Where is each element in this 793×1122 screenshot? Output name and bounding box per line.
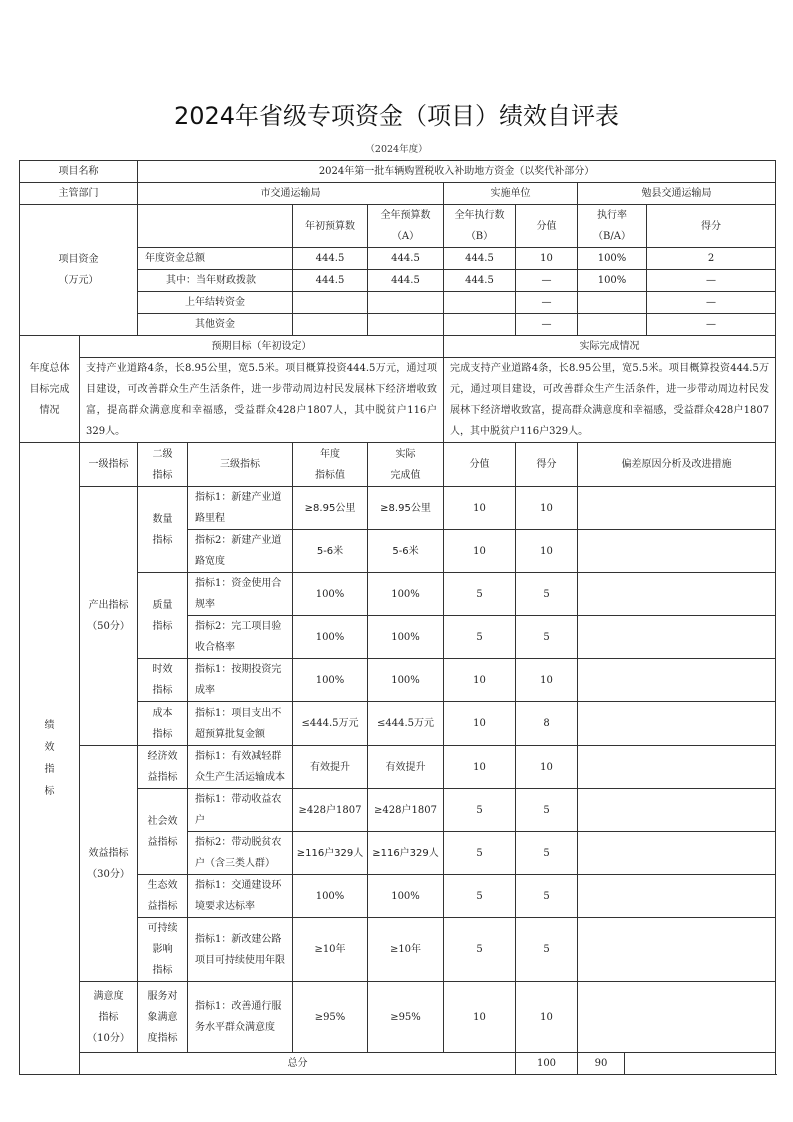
group-output-l2: （50分） [87, 621, 130, 632]
subgroup-l1: 服务对 [147, 990, 178, 1002]
funds-label-line2: （万元） [58, 275, 99, 286]
funds-row-score: 2 [647, 248, 776, 270]
performance-side-label [20, 443, 80, 1075]
subgroup-l1: 生态效 [147, 880, 178, 891]
funds-row-initial: 444.5 [293, 270, 368, 292]
indicator-score-value: 5 [444, 573, 516, 616]
indicator-name: 指标1：新建产业道路里程 [188, 487, 293, 530]
indicator-actual: ≥116户329人 [368, 832, 444, 875]
funds-row-exec: 444.5 [444, 248, 516, 270]
indicator-actual: 100% [368, 616, 444, 659]
goals-label-l2: 目标完成 [29, 383, 70, 395]
impl-value: 勉县交通运输局 [578, 183, 776, 205]
side-char: 指 [44, 763, 55, 775]
funds-row-annual [368, 314, 444, 336]
indicator-score-value: 10 [444, 982, 516, 1053]
group-output-l1: 产出指标 [88, 600, 129, 611]
indicator-actual: ≥95% [368, 982, 444, 1053]
indicator-analysis [578, 982, 776, 1053]
total-score-value: 100 [516, 1053, 578, 1075]
indicator-score: 5 [516, 918, 578, 982]
indicator-actual: ≥428户1807 [368, 789, 444, 832]
page-title: 2024年省级专项资金（项目）绩效自评表 [173, 102, 620, 130]
header-actual-l1: 实际 [395, 448, 416, 460]
indicator-analysis [578, 616, 776, 659]
indicator-actual: ≥10年 [368, 918, 444, 982]
goals-expected-header: 预期目标（年初设定） [80, 336, 444, 358]
group-satisfaction-l2: 指标 [98, 1011, 119, 1023]
subgroup-l1: 经济效 [147, 751, 178, 762]
funds-row-exec [444, 292, 516, 314]
indicator-score: 10 [516, 746, 578, 789]
total-label: 总分 [80, 1053, 516, 1075]
indicator-score: 5 [516, 789, 578, 832]
subgroup-l2: 指标 [152, 728, 173, 740]
subgroup-quality [138, 573, 188, 659]
group-satisfaction-l1: 满意度 [93, 990, 124, 1002]
evaluation-table [19, 160, 776, 1075]
funds-header-rate-l1: 执行率 [597, 210, 627, 221]
indicator-score: 10 [516, 982, 578, 1053]
funds-label-line1: 项目资金 [58, 254, 99, 265]
indicator-score: 10 [516, 487, 578, 530]
header-target-l1: 年度 [320, 448, 340, 460]
indicator-actual: ≤444.5万元 [368, 702, 444, 746]
indicator-score-value: 5 [444, 832, 516, 875]
subgroup-satisfaction [138, 982, 188, 1053]
indicator-target: 100% [293, 616, 368, 659]
project-name-value: 2024年第一批车辆购置税收入补助地方资金（以奖代补部分） [138, 161, 776, 183]
indicator-score: 5 [516, 616, 578, 659]
funds-row-initial [293, 292, 368, 314]
side-char: 绩 [44, 719, 55, 731]
indicator-analysis [578, 573, 776, 616]
indicator-target: 100% [293, 659, 368, 702]
indicator-name: 指标2：新建产业道路宽度 [188, 530, 293, 573]
funds-header-annual [368, 205, 444, 248]
funds-header-annual-l2: （A） [391, 231, 420, 242]
total-score: 90 [578, 1053, 625, 1075]
indicator-analysis [578, 875, 776, 918]
funds-header-exec-l1: 全年执行数 [454, 210, 505, 221]
indicator-score-value: 10 [444, 530, 516, 573]
header-level2-l1: 二级 [152, 448, 173, 460]
subgroup-ecological [138, 875, 188, 918]
indicator-analysis [578, 746, 776, 789]
subgroup-l1: 质量 [152, 599, 173, 611]
header-level2-l2: 指标 [152, 469, 173, 481]
subgroup-l2: 指标 [152, 620, 173, 632]
subgroup-cost [138, 702, 188, 746]
goals-actual-text: 完成支持产业道路4条，长8.95公里，宽5.5米。项目概算投资444.5万元，通过项目建设，可改善群众生产生活条件，进一步带动周边村民发展林下经济增收致富，提高群众满意度和幸福感，受益群众428户1807人，其中脱贫户116户329人。 [444, 358, 776, 443]
indicator-name: 指标1：资金使用合规率 [188, 573, 293, 616]
funds-row-score-value: 10 [516, 248, 578, 270]
header-target-l2: 指标值 [315, 469, 345, 481]
funds-row-label: 其他资金 [138, 314, 293, 336]
funds-row-score-value: — [516, 292, 578, 314]
indicator-analysis [578, 487, 776, 530]
header-score-value: 分值 [444, 443, 516, 487]
funds-row-label: 其中：当年财政拨款 [138, 270, 293, 292]
subgroup-l2: 指标 [152, 685, 173, 696]
subgroup-l3: 指标 [152, 965, 173, 976]
funds-row-label: 年度资金总额 [138, 248, 293, 270]
funds-row-exec: 444.5 [444, 270, 516, 292]
header-target [293, 443, 368, 487]
indicator-actual: ≥8.95公里 [368, 487, 444, 530]
goals-label-l3: 情况 [39, 404, 60, 416]
subgroup-quantity [138, 487, 188, 573]
subgroup-sustainable [138, 918, 188, 982]
funds-row-annual: 444.5 [368, 270, 444, 292]
funds-header-score: 得分 [647, 205, 776, 248]
indicator-score-value: 5 [444, 616, 516, 659]
indicator-name: 指标1：项目支出不超预算批复金额 [188, 702, 293, 746]
indicator-target: ≤444.5万元 [293, 702, 368, 746]
group-satisfaction [80, 982, 138, 1053]
indicator-analysis [578, 530, 776, 573]
subgroup-l2: 指标 [152, 534, 173, 546]
header-actual-l2: 完成值 [390, 469, 421, 481]
indicator-name: 指标1：有效减轻群众生产生活运输成本 [188, 746, 293, 789]
indicator-name: 指标1：按期投资完成率 [188, 659, 293, 702]
subgroup-l1: 社会效 [147, 815, 178, 827]
funds-row-score-value: — [516, 314, 578, 336]
funds-header-rate-l2: （B/A） [593, 231, 631, 242]
indicator-score-value: 5 [444, 875, 516, 918]
indicator-score: 5 [516, 573, 578, 616]
header-analysis: 偏差原因分析及改进措施 [578, 443, 776, 487]
header-level1: 一级指标 [80, 443, 138, 487]
indicator-score-value: 10 [444, 659, 516, 702]
indicator-actual: 100% [368, 659, 444, 702]
indicator-actual: 有效提升 [368, 746, 444, 789]
indicator-target: ≥8.95公里 [293, 487, 368, 530]
funds-header-initial: 年初预算数 [293, 205, 368, 248]
funds-row-initial: 444.5 [293, 248, 368, 270]
group-benefit-l1: 效益指标 [88, 847, 129, 859]
indicator-analysis [578, 789, 776, 832]
funds-header-annual-l1: 全年预算数 [380, 210, 431, 221]
indicator-analysis [578, 918, 776, 982]
subgroup-l1: 时效 [152, 664, 173, 675]
group-output [80, 487, 138, 746]
subgroup-l1: 数量 [152, 513, 173, 525]
subgroup-l3: 度指标 [147, 1032, 178, 1044]
side-char: 标 [44, 785, 55, 797]
indicator-target: ≥428户1807 [293, 789, 368, 832]
funds-row-rate [578, 314, 647, 336]
indicator-score: 5 [516, 875, 578, 918]
funds-header-score-value: 分值 [516, 205, 578, 248]
funds-row-score: — [647, 292, 776, 314]
indicator-target: ≥116户329人 [293, 832, 368, 875]
goals-label-l1: 年度总体 [29, 362, 70, 374]
side-char: 效 [44, 741, 55, 753]
header-level2 [138, 443, 188, 487]
header-actual [368, 443, 444, 487]
indicator-target: 有效提升 [293, 746, 368, 789]
indicator-name: 指标1：带动收益农户 [188, 789, 293, 832]
subgroup-l2: 影响 [152, 944, 173, 955]
funds-row-annual [368, 292, 444, 314]
page-subtitle: （2024年度） [365, 144, 428, 155]
goals-actual-header: 实际完成情况 [444, 336, 776, 358]
indicator-name: 指标1：改善通行服务水平群众满意度 [188, 982, 293, 1053]
funds-row-score-value: — [516, 270, 578, 292]
subgroup-economic [138, 746, 188, 789]
subgroup-l2: 益指标 [147, 901, 178, 912]
indicator-score-value: 10 [444, 487, 516, 530]
funds-header-exec-l2: （B） [465, 231, 494, 242]
subgroup-l2: 益指标 [147, 836, 178, 848]
indicator-analysis [578, 832, 776, 875]
funds-header-exec [444, 205, 516, 248]
funds-row-label: 上年结转资金 [138, 292, 293, 314]
funds-label [20, 205, 138, 336]
group-benefit [80, 746, 138, 982]
subgroup-l1: 可持续 [147, 923, 178, 934]
indicator-target: ≥95% [293, 982, 368, 1053]
subgroup-timeliness [138, 659, 188, 702]
dept-value: 市交通运输局 [138, 183, 444, 205]
group-satisfaction-l3: （10分） [87, 1032, 130, 1044]
funds-row-score: — [647, 314, 776, 336]
funds-header-blank [138, 205, 293, 248]
indicator-analysis [578, 702, 776, 746]
indicator-score: 10 [516, 659, 578, 702]
funds-row-annual: 444.5 [368, 248, 444, 270]
funds-row-score: — [647, 270, 776, 292]
impl-label: 实施单位 [444, 183, 578, 205]
indicator-score-value: 10 [444, 702, 516, 746]
total-analysis [625, 1053, 776, 1075]
indicator-target: ≥10年 [293, 918, 368, 982]
indicator-name: 指标2：完工项目验收合格率 [188, 616, 293, 659]
indicator-name: 指标1：交通建设环境要求达标率 [188, 875, 293, 918]
indicator-target: 100% [293, 875, 368, 918]
funds-header-rate [578, 205, 647, 248]
indicator-score: 10 [516, 530, 578, 573]
funds-row-rate [578, 292, 647, 314]
indicator-score: 5 [516, 832, 578, 875]
indicator-target: 5-6米 [293, 530, 368, 573]
indicator-name: 指标2：带动脱贫农户（含三类人群） [188, 832, 293, 875]
subgroup-l2: 象满意 [147, 1011, 178, 1023]
indicator-analysis [578, 659, 776, 702]
indicator-actual: 100% [368, 573, 444, 616]
subgroup-l2: 益指标 [147, 772, 178, 783]
funds-row-initial [293, 314, 368, 336]
subgroup-social [138, 789, 188, 875]
project-name-label: 项目名称 [20, 161, 138, 183]
indicator-actual: 5-6米 [368, 530, 444, 573]
funds-row-rate: 100% [578, 270, 647, 292]
dept-label: 主管部门 [20, 183, 138, 205]
group-benefit-l2: （30分） [87, 868, 130, 880]
header-score: 得分 [516, 443, 578, 487]
goals-expected-text: 支持产业道路4条，长8.95公里，宽5.5米。项目概算投资444.5万元，通过项目建设，可改善群众生产生活条件，进一步带动周边村民发展林下经济增收致富，提高群众满意度和幸福感，受益群众428户1807人，其中脱贫户116户329人。 [80, 358, 444, 443]
funds-row-exec [444, 314, 516, 336]
indicator-target: 100% [293, 573, 368, 616]
header-level3: 三级指标 [188, 443, 293, 487]
funds-row-rate: 100% [578, 248, 647, 270]
goals-label [20, 336, 80, 443]
subgroup-l1: 成本 [152, 707, 173, 719]
indicator-score: 8 [516, 702, 578, 746]
indicator-score-value: 10 [444, 746, 516, 789]
indicator-score-value: 5 [444, 918, 516, 982]
indicator-name: 指标1：新改建公路项目可持续使用年限 [188, 918, 293, 982]
indicator-actual: 100% [368, 875, 444, 918]
indicator-score-value: 5 [444, 789, 516, 832]
